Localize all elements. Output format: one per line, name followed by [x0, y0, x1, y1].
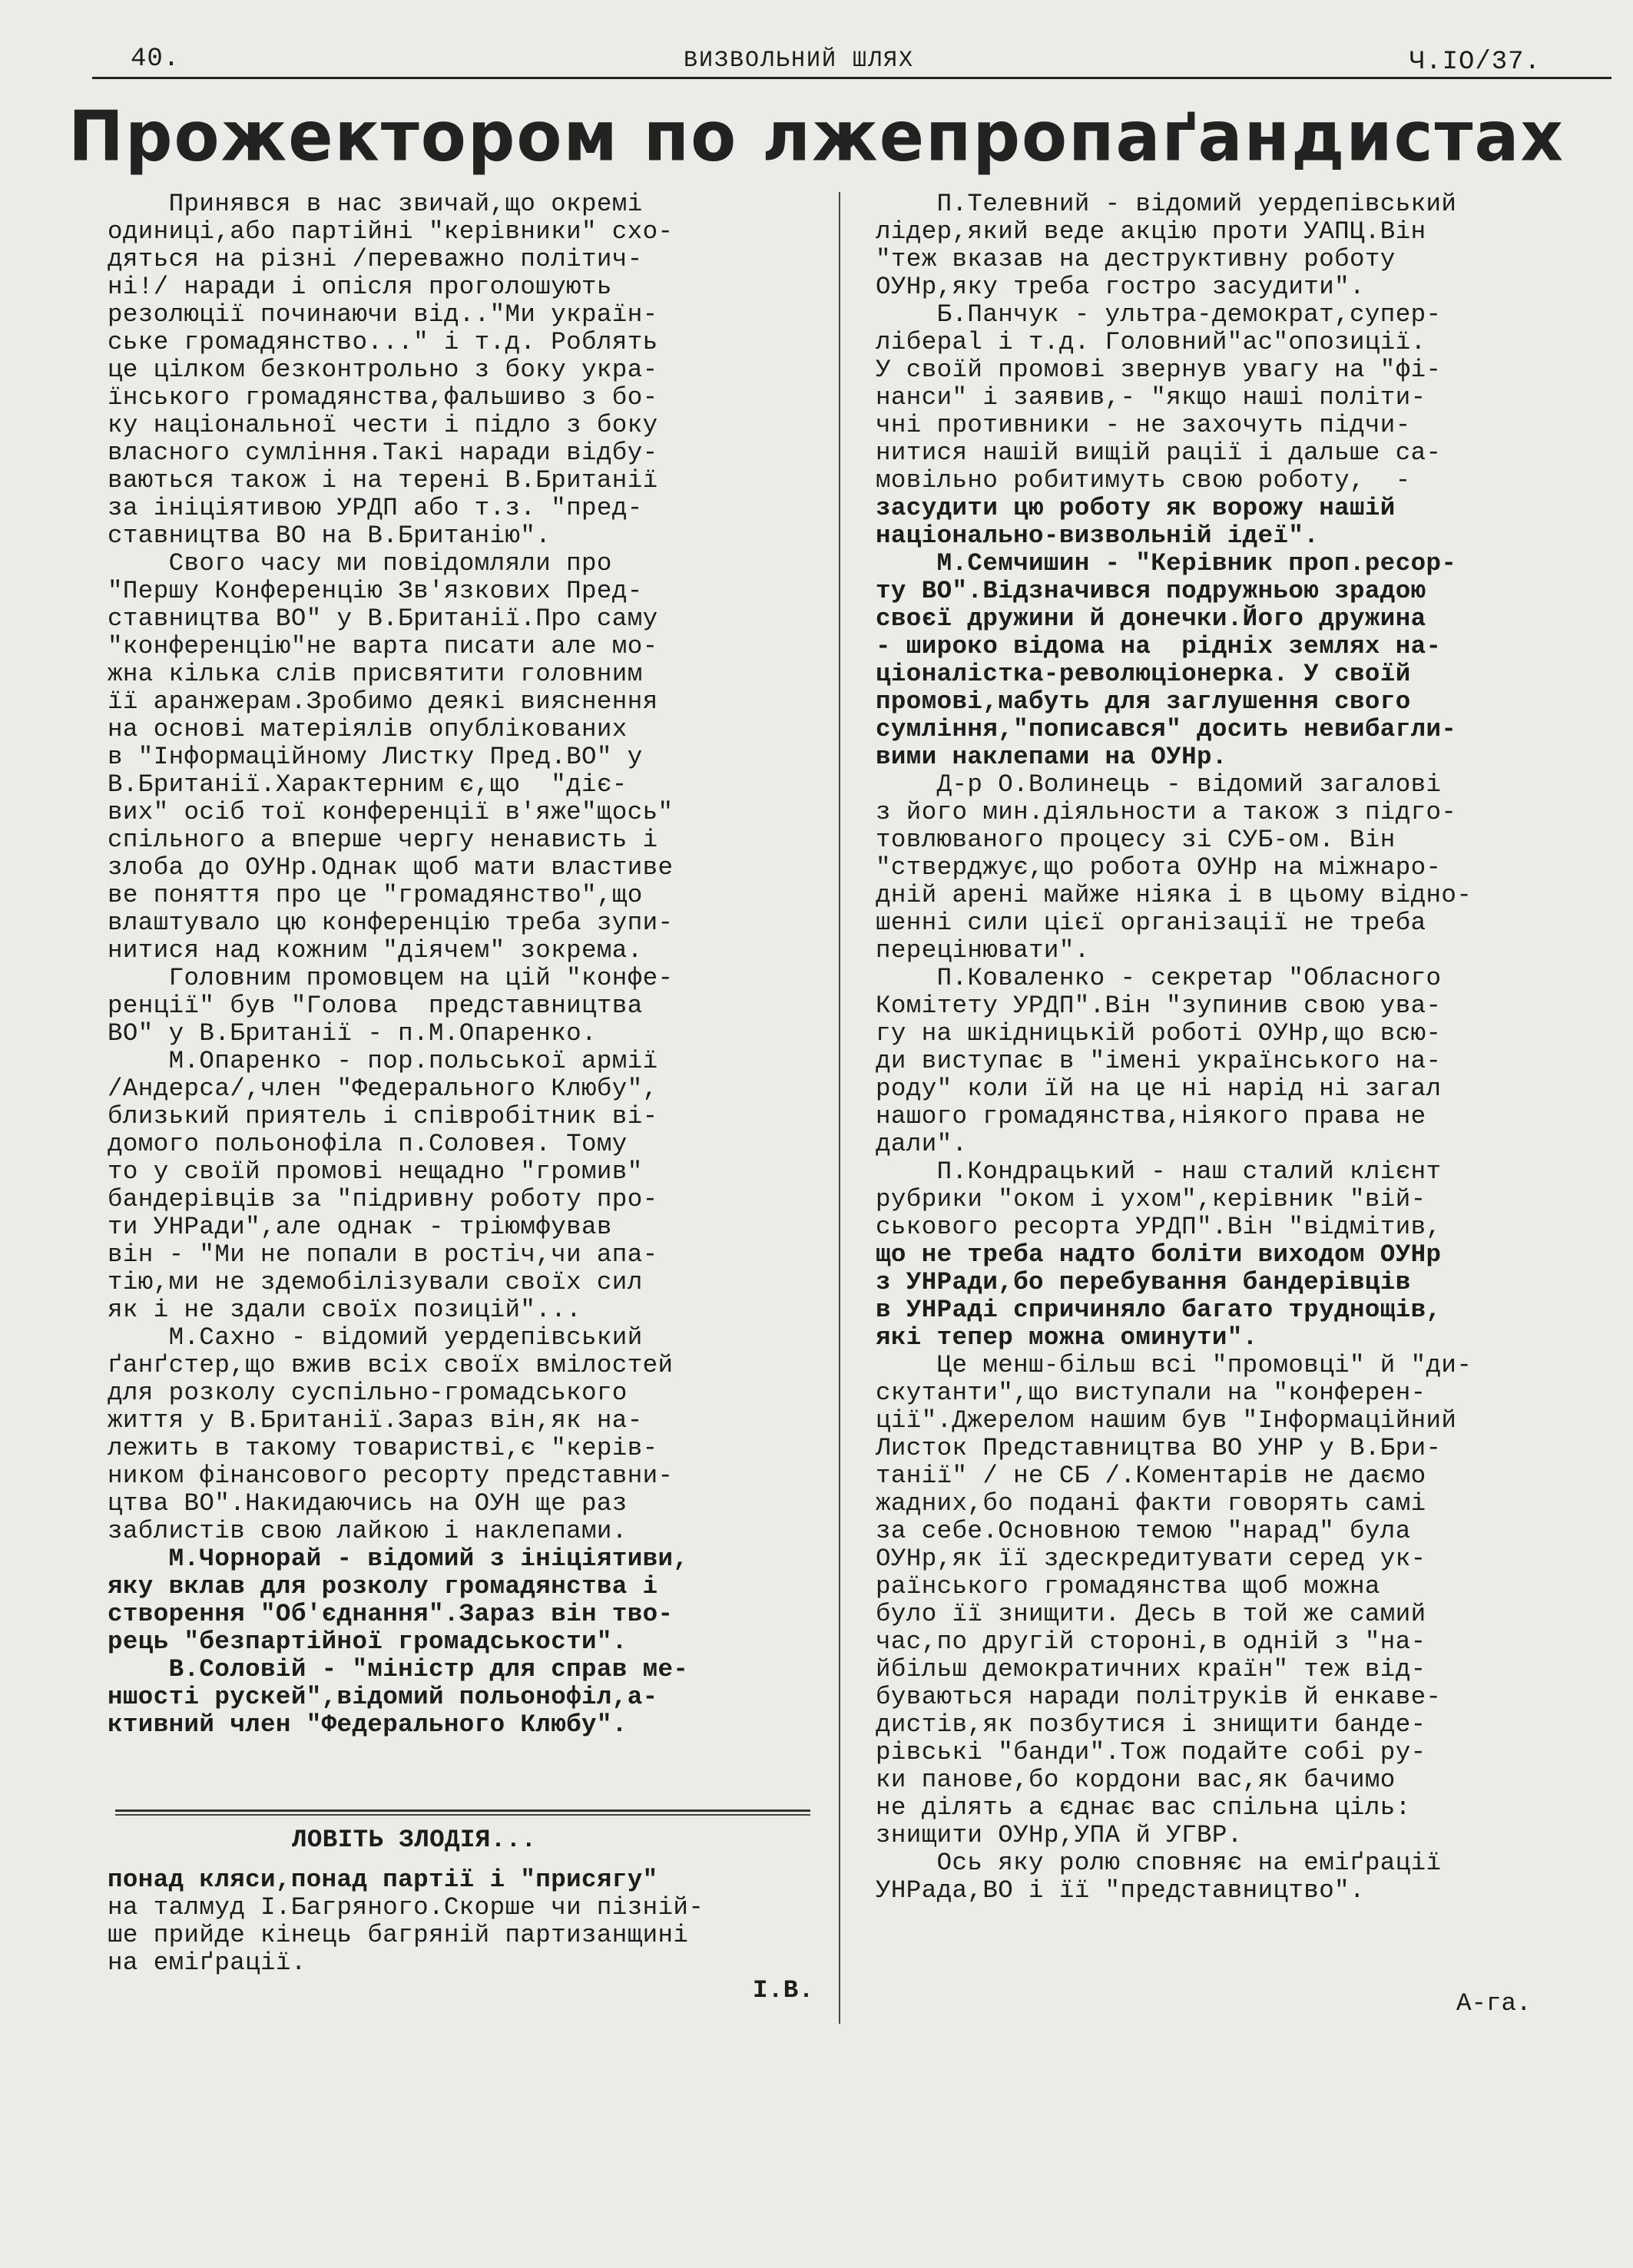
- text-line: злоба до ОУНр.Однак щоб мати властиве: [108, 853, 674, 882]
- text-line: які тепер можна оминути".: [876, 1323, 1258, 1352]
- text-line: заблистів свою лайкою і наклепами.: [108, 1517, 628, 1545]
- text-line: ції".Джерелом нашим був "Інформаційний: [876, 1406, 1457, 1435]
- text-line: в УНРаді спричиняло багато труднощів,: [876, 1296, 1442, 1324]
- text-line: за себе.Основною темою "нарад" була: [876, 1517, 1411, 1545]
- text-line: перецінювати".: [876, 936, 1090, 965]
- text-line: час,по другій стороні,в одній з "на-: [876, 1627, 1426, 1656]
- text-line: промові,мабуть для заглушення свого: [876, 687, 1411, 716]
- text-line: "теж вказав на деструктивну роботу: [876, 245, 1396, 273]
- text-line: ренції" був "Голова представництва: [108, 992, 643, 1020]
- text-line: ншості рускей",відомий польонофіл,а-: [108, 1683, 658, 1711]
- text-line: з УНРади,бо перебування бандерівців: [876, 1268, 1411, 1296]
- text-line: було її знищити. Десь в той же самий: [876, 1600, 1426, 1628]
- text-line: для розколу суспільно-громадського: [108, 1379, 628, 1407]
- text-line: життя у В.Британії.Зараз він,як на-: [108, 1406, 643, 1435]
- text-line: "конференцію"не варта писати але мо-: [108, 632, 658, 661]
- text-line: в "Інформаційному Листку Пред.ВО" у: [108, 743, 643, 771]
- text-line: резолюції починаючи від.."Ми україн-: [108, 300, 658, 329]
- text-line: близький приятель і співробітник ві-: [108, 1102, 658, 1131]
- left-column: [108, 190, 814, 1739]
- text-line: створення "Об'єднання".Зараз він тво-: [108, 1600, 674, 1628]
- text-line: вих" осіб тої конференції в'яже"щось": [108, 798, 674, 826]
- text-line: товлюваного процесу зі СУБ-ом. Він: [876, 826, 1396, 854]
- text-line: ОУНр,як її здескредитувати серед ук-: [876, 1545, 1426, 1573]
- text-line: гу на шкідницькій роботі ОУНр,що всю-: [876, 1019, 1442, 1048]
- text-line: одиниці,або партійні "керівники" схо-: [108, 217, 674, 246]
- text-line: ОУНр,яку треба гостро засудити".: [876, 273, 1365, 301]
- text-line: Д-р О.Волинець - відомий загалові: [876, 770, 1442, 799]
- text-line: лібераl і т.д. Головний"ас"опозиції.: [876, 328, 1426, 356]
- notice-signature: I.B.: [753, 1976, 814, 2005]
- issue-number: Ч.IO/37.: [1409, 48, 1541, 77]
- text-line: ставництва ВО" у В.Британії.Про саму: [108, 604, 658, 633]
- text-line: не ділять а єднає вас спільна ціль:: [876, 1793, 1411, 1822]
- text-line: сумління,"пописався" досить невибагли-: [876, 715, 1457, 743]
- text-line: національно-визвольній ідеї".: [876, 521, 1320, 550]
- text-line: П.Кондрацький - наш сталий клієнт: [876, 1157, 1442, 1186]
- article-signature: А-га.: [1456, 1989, 1532, 2018]
- text-line: то у своїй промові нещадно "громив": [108, 1157, 643, 1186]
- text-line: дяться на різні /переважно політич-: [108, 245, 643, 273]
- text-line: дали".: [876, 1130, 968, 1158]
- text-line: рівські "банди".Тож подайте собі ру-: [876, 1738, 1426, 1766]
- text-line: мовільно робитимуть свою роботу, -: [876, 466, 1411, 495]
- text-line: /Андерса/,член "Федерального Клюбу",: [108, 1074, 658, 1103]
- page-header: [92, 40, 1587, 78]
- text-line: ником фінансового ресорту представни-: [108, 1462, 674, 1490]
- text-line: ве поняття про це "громадянство",що: [108, 881, 643, 909]
- text-line: УНРада,ВО і її "представництво".: [876, 1876, 1365, 1905]
- text-line: яку вклав для розколу громадянства і: [108, 1572, 658, 1601]
- text-line: ти УНРади",але однак - тріюмфував: [108, 1213, 612, 1241]
- text-line: раїнського громадянства щоб можна: [876, 1572, 1380, 1601]
- journal-name: ВИЗВОЛЬНИЙ ШЛЯХ: [684, 48, 915, 74]
- text-line: це цілком безконтрольно з боку укра-: [108, 356, 658, 384]
- text-line: лежить в такому товаристві,є "керів-: [108, 1434, 658, 1462]
- text-line: ки панове,бо кордони вас,як бачимо: [876, 1766, 1396, 1794]
- section-rule-secondary: [115, 1814, 810, 1816]
- text-line: Ось яку ролю сповняє на еміґрації: [876, 1849, 1442, 1877]
- notice-line: на талмуд I.Багряного.Скорше чи пізній-: [108, 1893, 704, 1922]
- text-line: вими наклепами на ОУНр.: [876, 743, 1227, 771]
- text-line: - широко відома на рідніх землях на-: [876, 632, 1442, 661]
- text-line: як і не здали своїх позицій"...: [108, 1296, 581, 1324]
- text-line: рець "безпартійної громадськости".: [108, 1627, 628, 1656]
- notice-line: понад кляси,понад партії і "присягу": [108, 1866, 658, 1894]
- text-line: дній арені майже ніяка і в цьому відно-: [876, 881, 1472, 909]
- text-line: Б.Панчук - ультра-демократ,супер-: [876, 300, 1442, 329]
- text-line: нанси" і заявив,- "якщо наші політи-: [876, 383, 1426, 412]
- text-line: ВО" у В.Британії - п.М.Опаренко.: [108, 1019, 597, 1048]
- text-line: жадних,бо подані факти говорять самі: [876, 1489, 1426, 1518]
- notice-body: [108, 1866, 704, 1977]
- text-line: домого польонофіла п.Соловея. Тому: [108, 1130, 628, 1158]
- text-line: нитися нашій вищій рації і дальше са-: [876, 439, 1442, 467]
- text-line: з його мин.діяльности а також з підго-: [876, 798, 1457, 826]
- text-line: Листок Представництва ВО УНР у В.Бри-: [876, 1434, 1442, 1462]
- text-line: ваються також і на терені В.Британії: [108, 466, 658, 495]
- text-line: тію,ми не здемобілізували своїх сил: [108, 1268, 643, 1296]
- text-line: цтва ВО".Накидаючись на ОУН ще раз: [108, 1489, 628, 1518]
- article-headline: Прожектором по лжепропаґандистах: [68, 96, 1565, 177]
- text-line: ґанґстер,що вжив всіх своїх вмілостей: [108, 1351, 674, 1379]
- notice-title: ЛОВІТЬ ЗЛОДІЯ...: [292, 1826, 537, 1854]
- text-line: ктивний член "Федерального Клюбу".: [108, 1710, 628, 1739]
- text-line: М.Сахно - відомий уердепівський: [108, 1323, 643, 1352]
- header-rule: [92, 77, 1611, 79]
- text-line: Головним промовцем на цій "конфе-: [108, 964, 674, 992]
- text-line: їнського громадянства,фальшиво з бо-: [108, 383, 658, 412]
- text-line: своєї дружини й донечки.Його дружина: [876, 604, 1426, 633]
- notice-line: ше прийде кінець багряній партизанщині: [108, 1921, 689, 1949]
- text-line: ку національної чести і підло з боку: [108, 411, 658, 439]
- text-line: П.Коваленко - секретар "Обласного: [876, 964, 1442, 992]
- text-line: танії" / не СБ /.Коментарів не даємо: [876, 1462, 1426, 1490]
- text-line: бандерівців за "підривну роботу про-: [108, 1185, 658, 1213]
- text-line: М.Опаренко - пор.польської армії: [108, 1047, 658, 1075]
- text-line: рубрики "оком і ухом",керівник "вій-: [876, 1185, 1426, 1213]
- text-line: ні!/ наради і опісля проголошують: [108, 273, 612, 301]
- text-line: скутанти",що виступали на "конферен-: [876, 1379, 1426, 1407]
- section-rule: [115, 1809, 810, 1812]
- text-line: У своїй промові звернув увагу на "фі-: [876, 356, 1442, 384]
- text-line: дистів,як позбутися і знищити бандe-: [876, 1710, 1426, 1739]
- text-line: що не треба надто боліти виходом ОУНр: [876, 1240, 1442, 1269]
- text-line: ськового ресорта УРДП".Він "відмітив,: [876, 1213, 1442, 1241]
- text-line: буваються наради політруків й енкаве-: [876, 1683, 1442, 1711]
- column-divider: [839, 192, 840, 2024]
- text-line: власного сумління.Такі наради відбу-: [108, 439, 658, 467]
- text-line: П.Телевний - відомий уердепівський: [876, 190, 1457, 218]
- text-line: "стверджує,що робота ОУНр на міжнаро-: [876, 853, 1442, 882]
- text-line: він - "Ми не попали в ростіч,чи апа-: [108, 1240, 658, 1269]
- text-line: нитися над кожним "діячем" зокрема.: [108, 936, 643, 965]
- text-line: Це менш-більш всі "промовці" й "ди-: [876, 1351, 1472, 1379]
- text-line: на основі матеріялів опублікованих: [108, 715, 628, 743]
- text-line: чні противники - не захочуть підчи-: [876, 411, 1411, 439]
- text-line: Комітету УРДП".Він "зупинив свою ува-: [876, 992, 1442, 1020]
- text-line: ди виступає в "імені українського на-: [876, 1047, 1442, 1075]
- text-line: ту ВО".Відзначився подружньою зрадою: [876, 577, 1426, 605]
- text-line: йбільш демократичних країн" теж від-: [876, 1655, 1426, 1684]
- text-line: лідер,який веде акцію проти УАПЦ.Він: [876, 217, 1426, 246]
- text-line: Принявся в нас звичай,що окремі: [108, 190, 643, 218]
- text-line: знищити ОУНр,УПА й УГВР.: [876, 1821, 1243, 1849]
- text-line: роду" коли їй на це ні нарід ні загал: [876, 1074, 1442, 1103]
- text-line: нашого громадянства,ніякого права не: [876, 1102, 1426, 1131]
- text-line: Свого часу ми повідомляли про: [108, 549, 612, 578]
- text-line: В.Соловій - "міністр для справ ме-: [108, 1655, 689, 1684]
- text-line: ставництва ВО на В.Британію".: [108, 521, 552, 550]
- text-line: ське громадянство..." і т.д. Роблять: [108, 328, 658, 356]
- text-line: М.Семчишин - "Керівник проп.ресор-: [876, 549, 1457, 578]
- text-line: влаштувало цю конференцію треба зупи-: [108, 909, 674, 937]
- text-line: жна кілька слів присвятити головним: [108, 660, 643, 688]
- text-line: ціоналістка-революціонерка. У своїй: [876, 660, 1411, 688]
- text-line: засудити цю роботу як ворожу нашій: [876, 494, 1396, 522]
- text-line: спільного а вперше чергу ненависть і: [108, 826, 658, 854]
- text-line: М.Чорнорай - відомий з ініціятиви,: [108, 1545, 689, 1573]
- right-column: [876, 190, 1567, 1905]
- page-number: 40.: [131, 45, 181, 74]
- text-line: шенні сили цієї організації не треба: [876, 909, 1426, 937]
- text-line: В.Британії.Характерним є,що "діє-: [108, 770, 628, 799]
- notice-line: на еміґрації.: [108, 1948, 306, 1977]
- text-line: "Першу Конференцію Зв'язкових Пред-: [108, 577, 643, 605]
- text-line: її аранжерам.Зробимо деякі вияснення: [108, 687, 658, 716]
- text-line: за ініціятивою УРДП або т.з. "пред-: [108, 494, 643, 522]
